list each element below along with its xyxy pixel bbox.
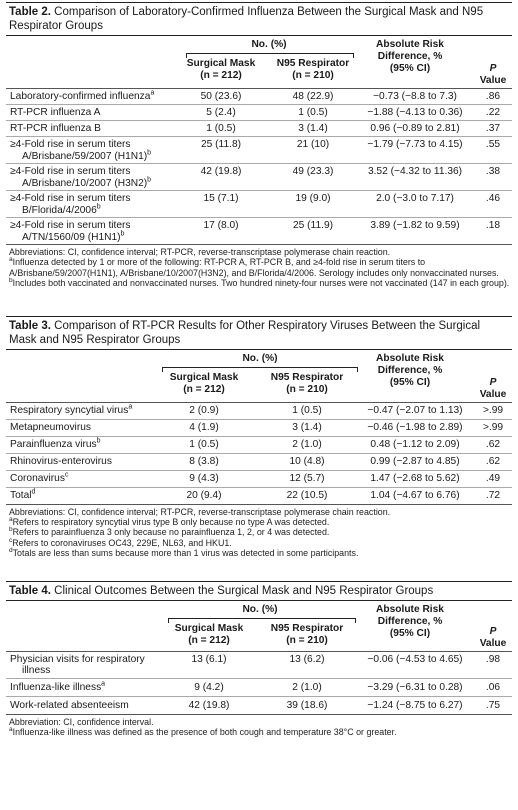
col-label: Value	[479, 388, 507, 400]
cell-surgical-mask: 20 (9.4)	[186, 489, 222, 501]
footnote-mark: b	[96, 437, 101, 445]
table-row	[6, 121, 512, 137]
col-label: N95 Respirator	[270, 371, 344, 383]
table-row	[6, 218, 512, 245]
col-label: Absolute Risk	[376, 39, 444, 50]
row-label-text: Laboratory-confirmed influenza	[10, 91, 151, 102]
cell-ard: −1.79 (−7.73 to 4.15)	[367, 139, 463, 150]
col-ard	[360, 604, 460, 640]
footnote-a	[9, 257, 510, 278]
col-n: (n = 212)	[183, 383, 225, 395]
row-label-text: Parainfluenza virus	[10, 438, 97, 450]
footnote-mark: a	[101, 680, 106, 688]
footnote-abbrev: Abbreviations: CI, confidence interval; RT-PCR, reverse-transcriptase polymerase chain reaction.	[9, 247, 391, 257]
cell-n95: 48 (22.9)	[292, 91, 334, 102]
col-ard	[360, 353, 460, 389]
footnote-mark: b	[96, 203, 101, 211]
col-label: Surgical Mask	[186, 58, 256, 69]
cell-n95: 21 (10)	[296, 139, 330, 150]
cell-n95: 10 (4.8)	[289, 455, 325, 467]
col-p	[474, 377, 512, 401]
table-3-caption	[6, 316, 512, 350]
footnote-mark: a	[9, 256, 13, 264]
row-label-text: A/TN/1560/09 (H1N1)	[22, 231, 121, 243]
table-title: Comparison of Laboratory-Confirmed Influenza Between the Surgical Mask and N95 Respirator Groups	[9, 6, 484, 32]
cell-n95: 39 (18.6)	[286, 699, 328, 711]
col-n95	[256, 372, 358, 396]
table-title: Clinical Outcomes Between the Surgical Mask and N95 Respirator Groups	[54, 584, 434, 597]
cell-p: .37	[485, 123, 501, 134]
cell-n95: 22 (10.5)	[286, 489, 328, 501]
no-pct-header: No. (%)	[242, 352, 278, 364]
footnote-mark: a	[128, 403, 133, 411]
cell-ard: 2.0 (−3.0 to 7.17)	[376, 193, 454, 204]
row-label-text: ≥4-Fold rise in serum titers	[10, 193, 131, 204]
cell-p: .49	[485, 472, 501, 484]
col-label: Value	[479, 637, 507, 649]
table-header	[6, 36, 512, 89]
cell-surgical-mask: 42 (19.8)	[188, 699, 230, 711]
footnote-text: Influenza detected by 1 or more of the following: RT-PCR A, RT-PCR B, and ≥4-fold rise in serum titers to A/Brisbane/59/2007(H1N1), A/Brisbane/10/2007(H3N2), and B/Florida/4/2006. Serology includes only nonvaccinated nurses.	[9, 257, 499, 278]
row-label-text: Respiratory syncytial virus	[10, 404, 129, 416]
col-label: N95 Respirator	[276, 58, 350, 69]
cell-surgical-mask: 2 (0.9)	[189, 404, 219, 416]
cell-n95: 2 (1.0)	[292, 438, 322, 450]
table-row	[6, 652, 512, 679]
row-label	[10, 682, 105, 694]
row-label	[10, 473, 68, 485]
table-row	[6, 420, 512, 437]
cell-surgical-mask: 50 (23.6)	[200, 91, 242, 102]
cell-n95: 13 (6.2)	[289, 653, 325, 665]
row-label	[10, 654, 145, 677]
col-n: (n = 210)	[292, 70, 334, 81]
col-n: (n = 212)	[188, 634, 230, 646]
table-row	[6, 105, 512, 121]
table-label: Table 3.	[9, 319, 51, 332]
footnote-mark: d	[31, 488, 36, 496]
table-label: Table 4.	[9, 584, 51, 597]
cell-n95: 49 (23.3)	[292, 166, 334, 177]
cell-surgical-mask: 4 (1.9)	[189, 421, 219, 433]
col-surgical-mask	[178, 58, 264, 82]
cell-p: >.99	[482, 404, 504, 416]
col-label: Difference, %	[377, 51, 443, 62]
table-footnotes	[6, 715, 512, 738]
footnote-mark: c	[64, 471, 69, 479]
table-row	[6, 164, 512, 191]
cell-p: .18	[485, 220, 501, 231]
cell-n95: 12 (5.7)	[289, 472, 325, 484]
row-label-text: Physician visits for respiratory	[10, 653, 145, 665]
table-2-caption	[6, 2, 512, 36]
row-label-line2	[10, 178, 151, 190]
footnote-mark: b	[120, 230, 125, 238]
table-3	[6, 316, 512, 559]
table-header	[6, 601, 512, 652]
cell-surgical-mask: 17 (8.0)	[203, 220, 239, 231]
cell-ard: 1.04 (−4.67 to 6.76)	[370, 489, 460, 501]
footnote-text: Refers to parainfluenza 3 only because no parainfluenza 1, 2, or 4 was detected.	[12, 527, 330, 538]
table-label: Table 2.	[9, 6, 51, 18]
footnote-mark: c	[9, 536, 13, 544]
row-label-text: ≥4-Fold rise in serum titers	[10, 139, 131, 150]
footnote-mark: a	[9, 726, 13, 734]
footnote-text: Totals are less than sums because more than 1 virus was detected in some participants.	[12, 548, 359, 559]
cell-ard: 1.47 (−2.68 to 5.62)	[370, 472, 460, 484]
footnote-mark: a	[150, 89, 155, 97]
table-row	[6, 679, 512, 697]
cell-p: .06	[485, 681, 501, 693]
cell-surgical-mask: 15 (7.1)	[203, 193, 239, 204]
row-label-text: illness	[22, 665, 51, 677]
cell-ard: 3.52 (−4.32 to 11.36)	[367, 166, 463, 177]
row-label: Rhinovirus-enterovirus	[10, 455, 112, 467]
cell-n95: 1 (0.5)	[292, 404, 322, 416]
col-p	[474, 626, 512, 650]
cell-surgical-mask: 42 (19.8)	[200, 166, 242, 177]
footnote-mark: b	[147, 176, 152, 184]
cell-n95: 3 (1.4)	[292, 421, 322, 433]
cell-ard: −1.24 (−8.75 to 6.27)	[367, 699, 463, 711]
col-label: P	[489, 625, 497, 637]
col-label: Difference, %	[377, 364, 443, 376]
col-label: Value	[479, 75, 507, 86]
row-label	[10, 139, 151, 162]
row-label-text: A/Brisbane/10/2007 (H3N2)	[22, 177, 148, 189]
col-label: Surgical Mask	[169, 371, 239, 383]
row-label-line2	[10, 232, 131, 244]
cell-ard: −0.47 (−2.07 to 1.13)	[367, 404, 463, 416]
footnote-abbrev: Abbreviations: CI, confidence interval; RT-PCR, reverse-transcriptase polymerase chain reaction.	[9, 506, 391, 517]
row-label	[10, 405, 132, 417]
row-label: RT-PCR influenza B	[10, 123, 101, 134]
table-4-caption	[6, 581, 512, 601]
row-label	[10, 439, 101, 451]
cell-surgical-mask: 13 (6.1)	[191, 653, 227, 665]
footnote-mark: b	[147, 149, 152, 157]
table-row	[6, 89, 512, 105]
row-label-line2	[10, 205, 131, 217]
cell-n95: 3 (1.4)	[298, 123, 328, 134]
row-label-line2	[10, 151, 151, 163]
row-label-text: ≥4-Fold rise in serum titers	[10, 166, 131, 177]
row-label: Work-related absenteeism	[10, 699, 129, 711]
col-surgical-mask	[156, 372, 252, 396]
row-label	[10, 91, 154, 103]
col-n95	[268, 58, 358, 82]
row-label	[10, 193, 131, 216]
cell-surgical-mask: 8 (3.8)	[189, 455, 219, 467]
table-footnotes	[6, 245, 512, 289]
footnote-a	[9, 517, 510, 527]
table-row	[6, 137, 512, 164]
row-label-text: A/Brisbane/59/2007 (H1N1)	[22, 150, 148, 162]
footnote-c	[9, 538, 510, 548]
row-label-text: Influenza-like illness	[10, 681, 102, 693]
cell-p: .22	[485, 107, 501, 118]
footnote-text: Refers to respiratory syncytial virus type B only because no type A was detected.	[12, 517, 330, 528]
footnote-text: Influenza-like illness was defined as the presence of both cough and temperature 38°C or greater.	[12, 727, 397, 738]
row-label-text: Total	[10, 489, 32, 501]
table-2	[6, 2, 512, 289]
cell-p: .62	[485, 455, 501, 467]
col-n: (n = 212)	[200, 70, 242, 81]
row-label-text: B/Florida/4/2006	[22, 204, 97, 216]
table-row	[6, 191, 512, 218]
row-label-text: Coronavirus	[10, 472, 65, 484]
cell-p: .38	[485, 166, 501, 177]
col-label: Absolute Risk	[376, 352, 444, 364]
cell-n95: 19 (9.0)	[295, 193, 331, 204]
footnote-text: Refers to coronaviruses OC43, 229E, NL63, and HKU1.	[12, 537, 232, 548]
footnote-mark: a	[9, 516, 13, 524]
cell-p: .62	[485, 438, 501, 450]
col-label: Absolute Risk	[376, 603, 444, 615]
cell-ard: 0.99 (−2.87 to 4.85)	[370, 455, 460, 467]
footnote-b	[9, 278, 510, 288]
table-row	[6, 403, 512, 420]
cell-p: .46	[485, 193, 501, 204]
cell-p: .75	[485, 699, 501, 711]
cell-ard: −0.06 (−4.53 to 4.65)	[367, 653, 463, 665]
footnote-abbrev: Abbreviation: CI, confidence interval.	[9, 716, 154, 727]
table-4	[6, 581, 512, 738]
row-label	[10, 490, 35, 502]
cell-surgical-mask: 1 (0.5)	[189, 438, 219, 450]
col-label: N95 Respirator	[270, 622, 344, 634]
footnote-text: Includes both vaccinated and nonvaccinated nurses. Two hundred ninety-four nurses were not vaccinated (147 in each group).	[12, 278, 510, 289]
col-p	[474, 63, 512, 87]
cell-surgical-mask: 5 (2.4)	[206, 107, 236, 118]
row-label: Metapneumovirus	[10, 421, 91, 433]
col-n: (n = 210)	[286, 383, 328, 395]
footnote-d	[9, 548, 510, 558]
cell-p: .55	[485, 139, 501, 150]
col-label: P	[489, 63, 497, 74]
cell-surgical-mask: 1 (0.5)	[206, 123, 236, 134]
cell-surgical-mask: 9 (4.2)	[194, 681, 224, 693]
col-label: Surgical Mask	[174, 622, 244, 634]
no-pct-header: No. (%)	[251, 39, 287, 50]
col-ard	[360, 39, 460, 75]
col-label: Difference, %	[377, 615, 443, 627]
cell-n95: 1 (0.5)	[298, 107, 328, 118]
cell-n95: 25 (11.9)	[292, 220, 334, 231]
col-surgical-mask	[162, 623, 256, 647]
cell-ard: −0.46 (−1.98 to 2.89)	[367, 421, 463, 433]
row-label-text: ≥4-Fold rise in serum titers	[10, 220, 131, 231]
cell-ard: 0.96 (−0.89 to 2.81)	[370, 123, 460, 134]
no-pct-header: No. (%)	[242, 603, 278, 615]
cell-ard: −0.73 (−8.8 to 7.3)	[373, 91, 457, 102]
table-row	[6, 471, 512, 488]
cell-p: >.99	[482, 421, 504, 433]
col-label: P	[489, 376, 497, 388]
cell-surgical-mask: 25 (11.8)	[200, 139, 242, 150]
cell-ard: 0.48 (−1.12 to 2.09)	[370, 438, 460, 450]
col-label: (95% CI)	[389, 627, 431, 639]
row-label	[10, 220, 131, 243]
footnote-b	[9, 527, 510, 537]
table-row	[6, 454, 512, 471]
cell-ard: 3.89 (−1.82 to 9.59)	[370, 220, 460, 231]
table-row	[6, 437, 512, 454]
cell-ard: −1.88 (−4.13 to 0.36)	[367, 107, 463, 118]
footnote-mark: d	[9, 547, 13, 555]
table-header	[6, 350, 512, 403]
col-n95	[256, 623, 358, 647]
col-n: (n = 210)	[286, 634, 328, 646]
table-footnotes	[6, 505, 512, 559]
footnote-mark: b	[9, 526, 13, 534]
cell-ard: −3.29 (−6.31 to 0.28)	[367, 681, 463, 693]
cell-n95: 2 (1.0)	[292, 681, 322, 693]
col-label: (95% CI)	[389, 376, 431, 388]
row-label: RT-PCR influenza A	[10, 107, 101, 118]
table-row	[6, 697, 512, 715]
cell-p: .86	[485, 91, 501, 102]
footnote-mark: b	[9, 277, 13, 285]
cell-surgical-mask: 9 (4.3)	[189, 472, 219, 484]
col-label: (95% CI)	[389, 63, 431, 74]
table-row	[6, 488, 512, 505]
cell-p: .98	[485, 653, 501, 665]
footnote-a	[9, 727, 510, 737]
cell-p: .72	[485, 489, 501, 501]
table-title: Comparison of RT-PCR Results for Other Respiratory Viruses Between the Surgical Mask and N95 Respirator Groups	[9, 319, 481, 346]
row-label	[10, 166, 151, 189]
